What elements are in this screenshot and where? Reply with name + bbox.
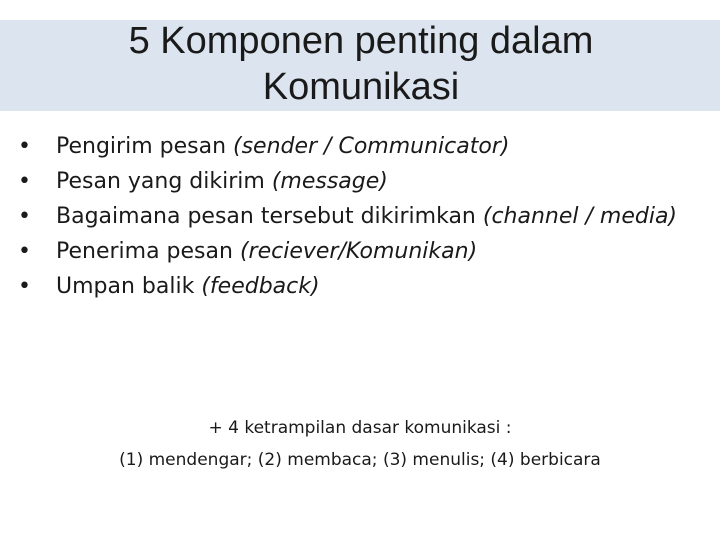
bullet-dot-icon: • — [18, 204, 31, 229]
note-line-2: (1) mendengar; (2) membaca; (3) menulis; (4) berbicara — [119, 450, 601, 470]
item-italic: (channel / media) — [482, 204, 678, 229]
item-text: Bagaimana pesan tersebut dikirimkan — [56, 204, 483, 229]
bullet-dot-icon: • — [18, 239, 31, 264]
bullet-dot-icon: • — [18, 169, 31, 194]
note-line-1: + 4 ketrampilan dasar komunikasi : — [208, 418, 512, 438]
list-item — [16, 235, 706, 269]
item-text: Umpan balik — [56, 274, 202, 299]
list-item — [16, 165, 706, 199]
skills-note — [0, 412, 720, 476]
list-item — [16, 200, 706, 234]
item-text: Penerima pesan — [56, 239, 240, 264]
item-text: Pesan yang dikirim — [56, 169, 272, 194]
item-italic: (feedback) — [201, 274, 320, 299]
list-item — [16, 130, 706, 164]
bullet-dot-icon: • — [18, 134, 31, 159]
item-italic: (message) — [271, 169, 388, 194]
item-text: Pengirim pesan — [56, 134, 233, 159]
list-item — [16, 270, 706, 304]
slide-title — [0, 18, 720, 110]
title-line-1: 5 Komponen penting dalam — [128, 20, 594, 62]
item-italic: (sender / Communicator) — [233, 134, 510, 159]
bullet-dot-icon: • — [18, 274, 31, 299]
item-italic: (reciever/Komunikan) — [239, 239, 478, 264]
component-list — [16, 130, 706, 305]
title-line-2: Komunikasi — [262, 66, 460, 108]
